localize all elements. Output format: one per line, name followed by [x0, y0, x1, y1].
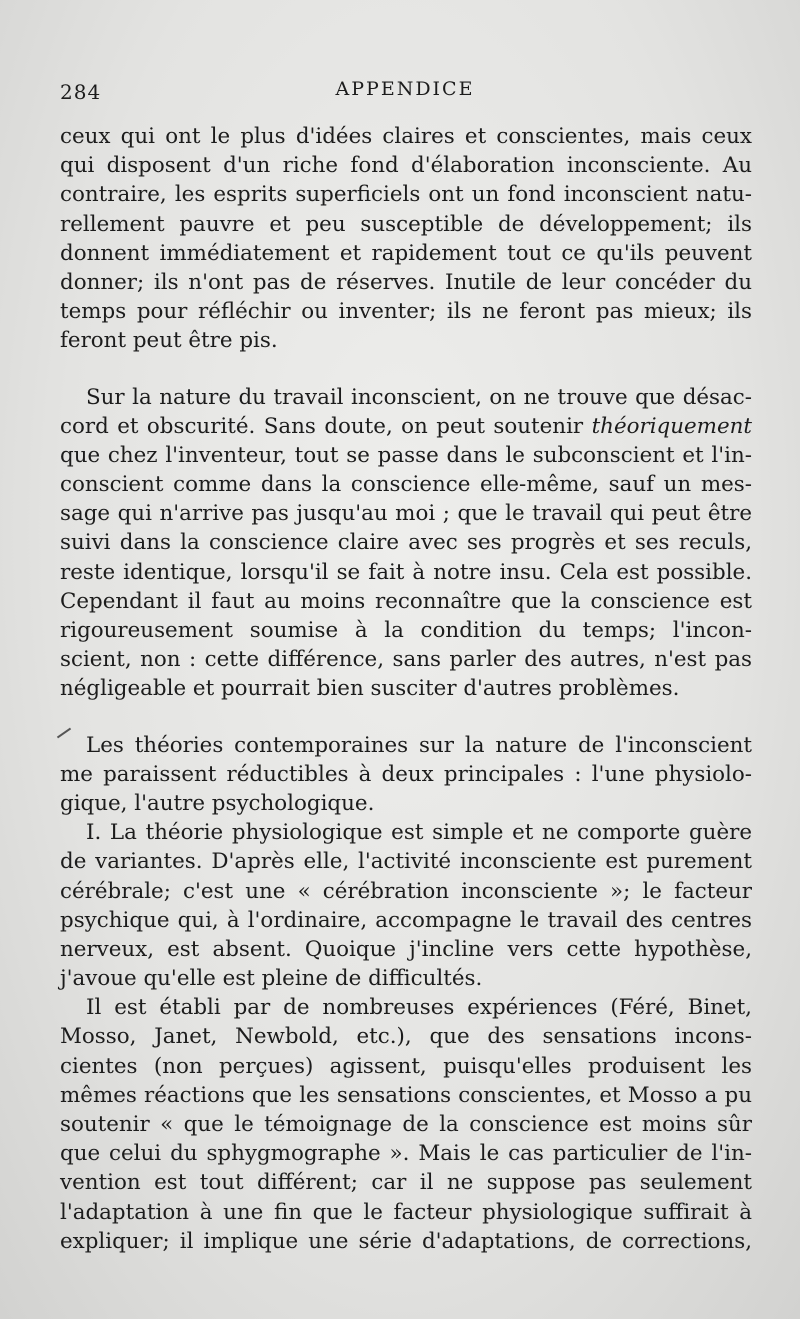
- text-line: rellement pauvre et peu susceptible de développement; ils: [60, 211, 752, 237]
- page-header: [60, 78, 750, 108]
- italic-word: théoriquement: [591, 413, 752, 439]
- text-line: suivi dans la conscience claire avec ses progrès et ses reculs,: [60, 530, 752, 556]
- text-line: Mosso, Janet, Newbold, etc.), que des sensations incons-: [60, 1024, 752, 1050]
- text-line: donner; ils n'ont pas de réserves. Inutile de leur concéder du: [60, 269, 752, 295]
- text-line: scient, non : cette différence, sans parler des autres, n'est pas: [60, 647, 752, 673]
- text-line: vention est tout différent; car il ne suppose pas seulement: [60, 1170, 752, 1196]
- text-line: nerveux, est absent. Quoique j'incline vers cette hypothèse,: [60, 936, 752, 962]
- text-line: soutenir « que le témoignage de la conscience est moins sûr: [60, 1112, 752, 1137]
- text-line: que chez l'inventeur, tout se passe dans le subconscient et l'in-: [60, 442, 752, 468]
- text-line: psychique qui, à l'ordinaire, accompagne le travail des centres: [60, 907, 752, 933]
- text-line: j'avoue qu'elle est pleine de difficultés.: [60, 966, 483, 992]
- page-body: [60, 122, 752, 1256]
- text-line: Les théories contemporaines sur la nature de l'inconscient: [86, 732, 752, 758]
- text-line: temps pour réfléchir ou inventer; ils ne feront pas mieux; ils: [60, 299, 752, 325]
- text-line: rigoureusement soumise à la condition du temps; l'incon-: [60, 618, 752, 643]
- text-line: expliquer; il implique une série d'adaptations, de corrections,: [60, 1228, 752, 1254]
- text-line: négligeable et pourrait bien susciter d'autres problèmes.: [60, 676, 680, 702]
- text-line: conscient comme dans la conscience elle-même, sauf un mes-: [60, 472, 752, 498]
- text-line: qui disposent d'un riche fond d'élaboration inconsciente. Au: [60, 153, 752, 179]
- text-line: contraire, les esprits superficiels ont un fond inconscient natu-: [60, 182, 752, 208]
- text-line: feront peut être pis.: [60, 328, 278, 354]
- text-line: sage qui n'arrive pas jusqu'au moi ; que le travail qui peut être: [60, 501, 752, 527]
- text-line: Sur la nature du travail inconscient, on ne trouve que désac-: [86, 384, 752, 410]
- text-line: de variantes. D'après elle, l'activité inconsciente est purement: [60, 849, 752, 875]
- text-line: donnent immédiatement et rapidement tout ce qu'ils peuvent: [60, 240, 752, 266]
- paragraph-1: [60, 122, 752, 356]
- page-number: 284: [60, 80, 102, 104]
- paragraph-5: [60, 993, 752, 1256]
- text-line: Cependant il faut au moins reconnaître que la conscience est: [60, 588, 752, 614]
- text-line: mêmes réactions que les sensations conscientes, et Mosso a pu: [60, 1082, 752, 1108]
- text-line: [60, 412, 752, 441]
- text-line: que celui du sphygmographe ». Mais le cas particulier de l'in-: [60, 1141, 752, 1167]
- paragraph-3: [60, 731, 752, 819]
- text-line: me paraissent réductibles à deux principales : l'une physiolo-: [60, 761, 752, 787]
- text-line: Il est établi par de nombreuses expériences (Féré, Binet,: [86, 995, 752, 1021]
- text-line: l'adaptation à une fin que le facteur physiologique suffirait à: [60, 1199, 752, 1225]
- running-head: APPENDICE: [335, 78, 475, 100]
- text-line: gique, l'autre psychologique.: [60, 790, 375, 816]
- text-line: cérébrale; c'est une « cérébration inconsciente »; le facteur: [60, 878, 752, 904]
- text-line: reste identique, lorsqu'il se fait à notre insu. Cela est possible.: [60, 559, 752, 585]
- text-segment: cord et obscurité. Sans doute, on peut soutenir: [60, 413, 592, 439]
- text-line: ceux qui ont le plus d'idées claires et conscientes, mais ceux: [60, 124, 752, 149]
- text-line: I. La théorie physiologique est simple et ne comporte guère: [86, 820, 752, 846]
- paragraph-2: [60, 383, 752, 704]
- paragraph-4: [60, 818, 752, 993]
- text-line: cientes (non perçues) agissent, puisqu'elles produisent les: [60, 1053, 752, 1079]
